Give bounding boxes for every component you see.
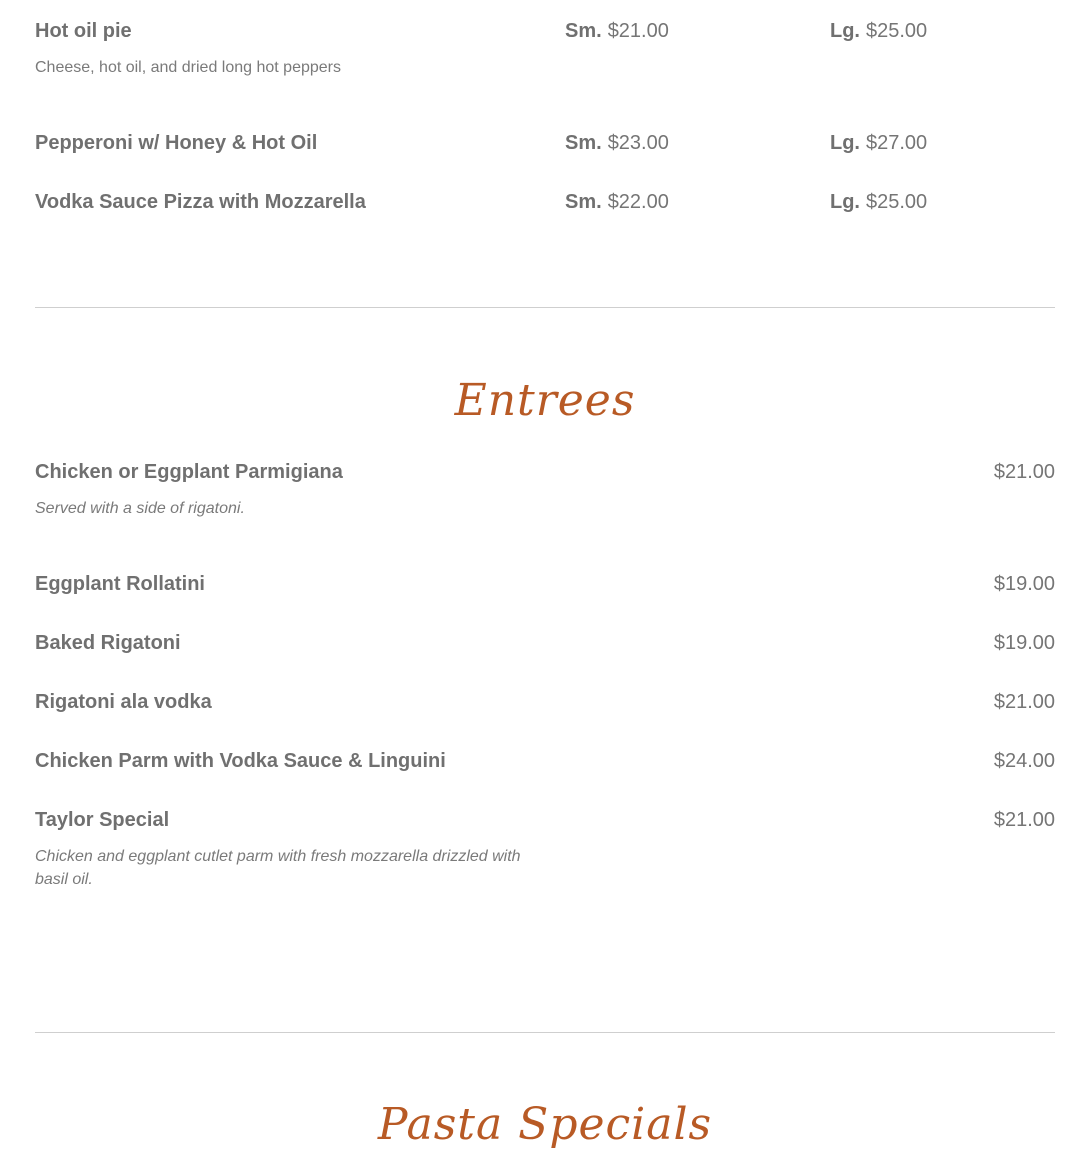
menu-item-price: $24.00	[993, 750, 1055, 772]
small-price	[565, 190, 669, 214]
menu-item-price: $21.00	[993, 461, 1055, 483]
menu-item-name: Hot oil pie	[35, 20, 132, 42]
large-size-label: Lg.	[830, 191, 860, 213]
menu-item-name: Rigatoni ala vodka	[35, 691, 212, 713]
small-size-label: Sm.	[565, 191, 602, 213]
section-title: Pasta Specials	[377, 1099, 713, 1150]
section-divider	[35, 307, 1055, 308]
large-size-label: Lg.	[830, 132, 860, 154]
small-price	[565, 19, 669, 43]
menu-item-name: Vodka Sauce Pizza with Mozzarella	[35, 191, 366, 213]
small-price-value: $23.00	[607, 132, 669, 154]
large-price	[830, 190, 927, 214]
menu-item-name: Pepperoni w/ Honey & Hot Oil	[35, 132, 318, 154]
menu-item-price: $21.00	[993, 691, 1055, 713]
menu-item-name: Chicken Parm with Vodka Sauce & Linguini	[35, 750, 446, 772]
menu-item-name: Eggplant Rollatini	[35, 573, 205, 595]
menu-item-price: $19.00	[993, 573, 1055, 595]
large-size-label: Lg.	[830, 20, 860, 42]
small-price-value: $21.00	[607, 20, 669, 42]
section-divider	[35, 1032, 1055, 1033]
large-price-value: $27.00	[866, 132, 928, 154]
menu-item-price: $21.00	[993, 809, 1055, 831]
menu-item-name: Baked Rigatoni	[35, 632, 181, 654]
small-size-label: Sm.	[565, 132, 602, 154]
menu-item-name: Taylor Special	[35, 809, 170, 831]
menu-item-description: Served with a side of rigatoni.	[35, 500, 245, 517]
large-price-value: $25.00	[866, 191, 928, 213]
menu-item-description: Chicken and eggplant cutlet parm with fresh mozzarella drizzled with basil oil.	[35, 848, 521, 888]
large-price-value: $25.00	[866, 20, 928, 42]
small-price-value: $22.00	[607, 191, 669, 213]
large-price	[830, 131, 927, 155]
small-size-label: Sm.	[565, 20, 602, 42]
section-title: Entrees	[454, 375, 636, 426]
menu-item-name: Chicken or Eggplant Parmigiana	[35, 461, 343, 483]
small-price	[565, 131, 669, 155]
menu-item-description: Cheese, hot oil, and dried long hot peppers	[35, 59, 341, 76]
large-price	[830, 19, 927, 43]
menu-item-price: $19.00	[993, 632, 1055, 654]
